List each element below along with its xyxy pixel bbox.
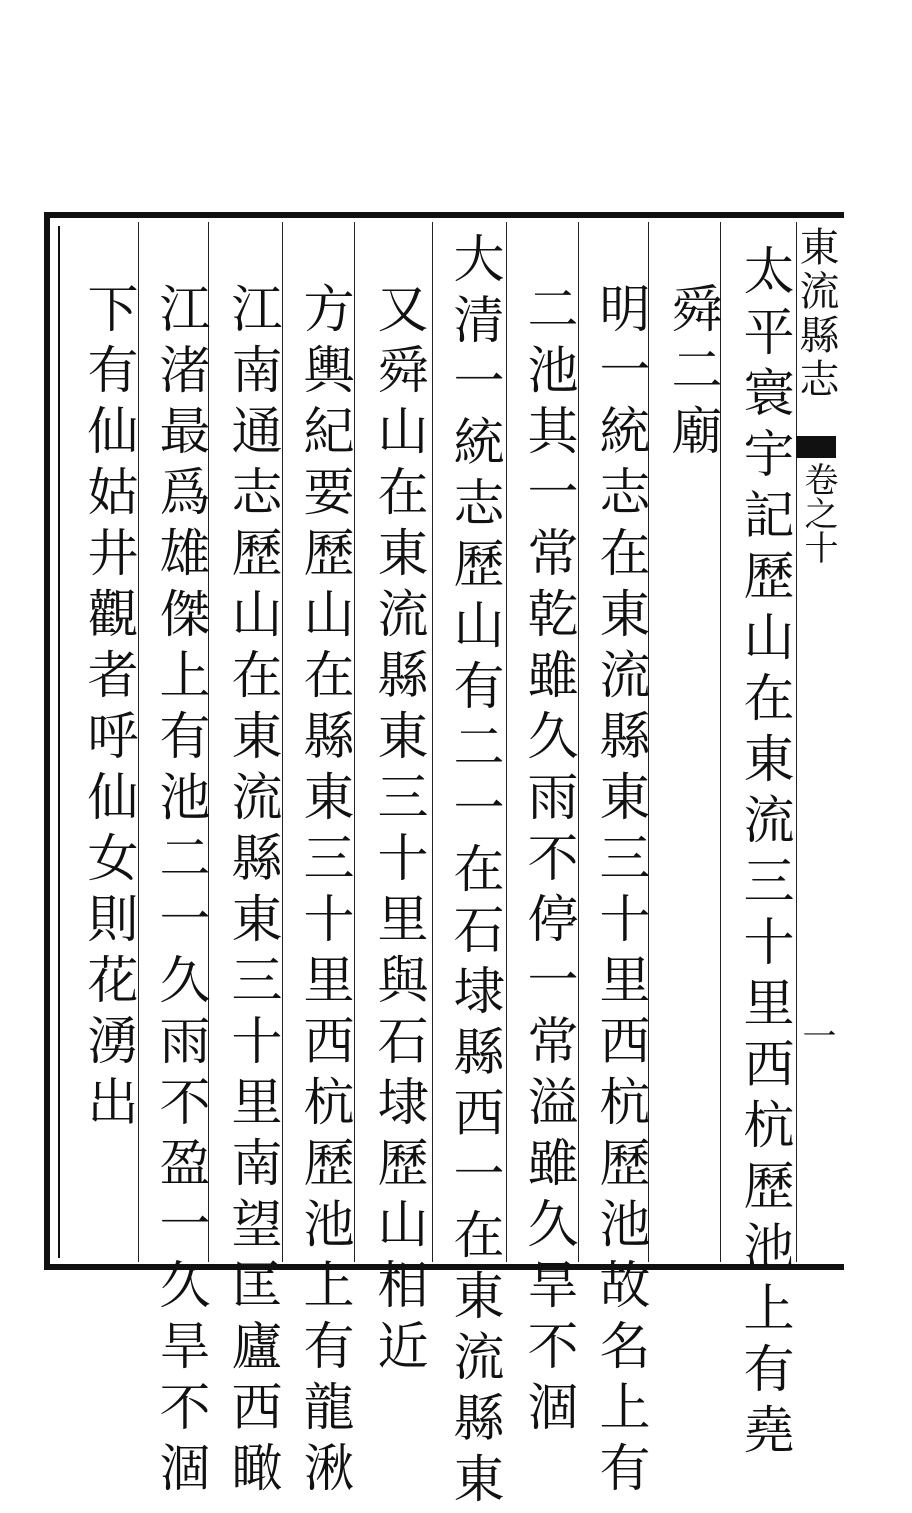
- volume-label: 卷之十: [798, 462, 838, 564]
- text-column-4: 二池其一常乾雖久雨不停一常溢雖久旱不涸: [518, 282, 577, 1441]
- page-number: 一: [796, 1018, 836, 1052]
- text-column-6: 又舜山在東流縣東三十里與石埭歷山相近: [368, 282, 427, 1380]
- inner-border-line: [58, 226, 60, 1258]
- text-column-7: 方輿紀要歷山在縣東三十里西杭歷池上有龍湫: [294, 282, 353, 1502]
- column-rule: [354, 222, 355, 1262]
- text-column-10: 下有仙姑井觀者呼仙女則花湧出: [78, 282, 137, 1136]
- text-column-8: 江南通志歷山在東流縣東三十里南望匡廬西瞰: [222, 282, 281, 1502]
- column-rule: [578, 222, 579, 1262]
- text-column-2: 舜二廟: [662, 282, 721, 465]
- text-column-5: 大清一統志歷山有二一在石埭縣西一在東流縣東: [444, 232, 503, 1513]
- block-margin: [793, 218, 839, 1266]
- column-rule: [282, 222, 283, 1262]
- column-rule: [506, 222, 507, 1262]
- text-column-9: 江渚最爲雄傑上有池二一久雨不盈一久旱不涸: [150, 282, 209, 1502]
- column-rule: [138, 222, 139, 1262]
- fish-tail-mark: [796, 436, 836, 458]
- text-column-1: 太平寰宇記歷山在東流三十里西杭歷池上有堯: [734, 244, 793, 1464]
- text-column-3: 明一統志在東流縣東三十里西杭歷池故名上有: [590, 282, 649, 1502]
- column-rule: [432, 222, 433, 1262]
- book-title: 東流縣志: [793, 226, 839, 402]
